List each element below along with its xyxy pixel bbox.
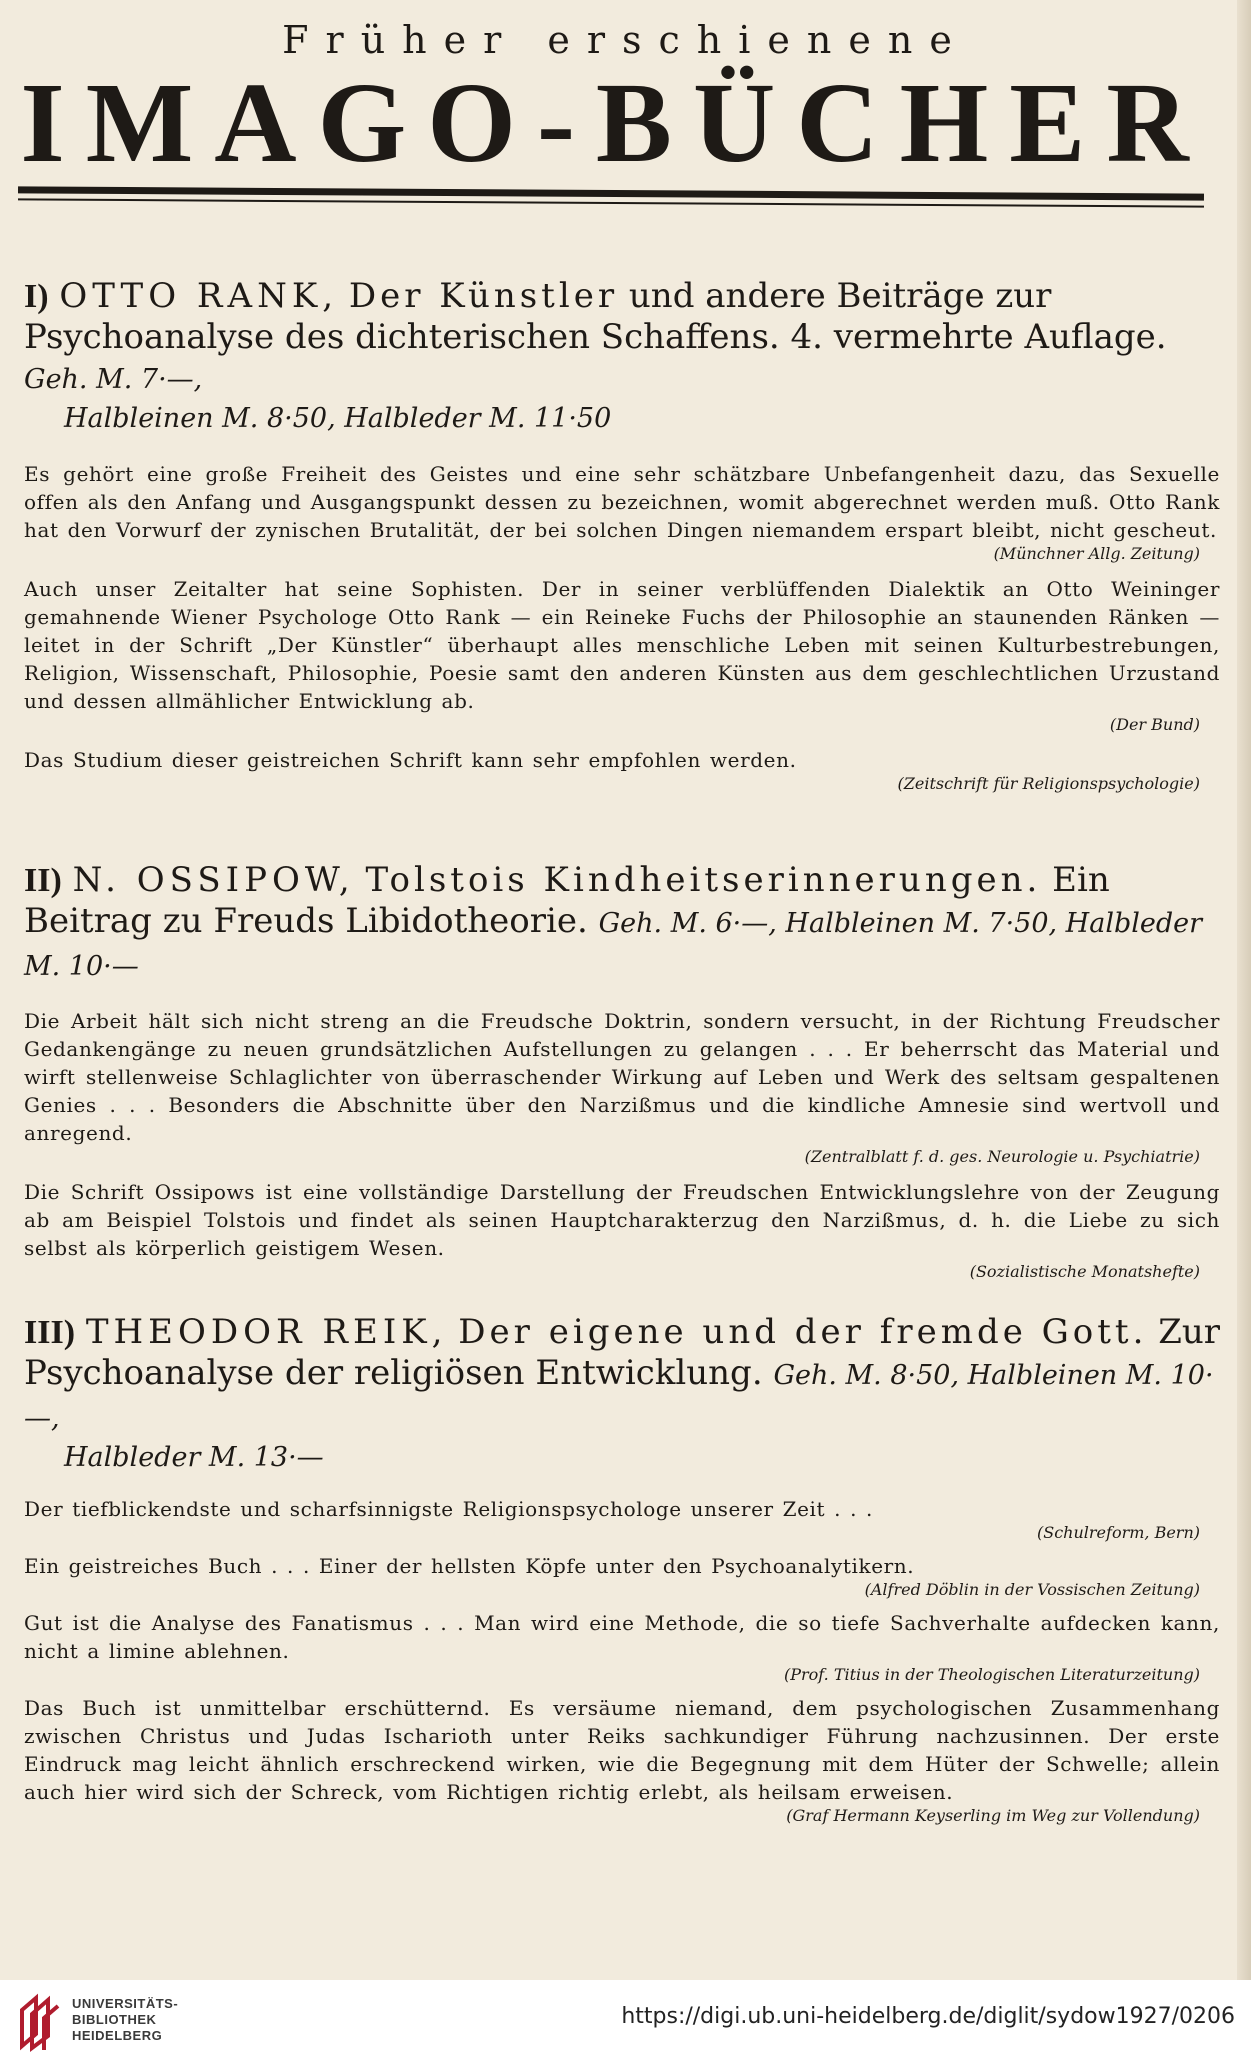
- review-text: Gut ist die Analyse des Fanatismus . . . Man wird eine Methode, die so tiefe Sachverhalte aufdecken kann, nicht a limine ablehnen.: [24, 1611, 1220, 1663]
- review: [24, 1552, 1220, 1599]
- review-source: (Der Bund): [1109, 715, 1200, 734]
- review-text: Das Buch ist unmittelbar erschütternd. Es versäume niemand, dem psychologischen Zusammenhang zwischen Christus und Judas Ischarioth unter Reiks sachkundiger Führung nachzusinnen. Der erste Eindruck mag leicht ähnlich erschreckend wirken, wie die Begegnung mit dem Hüter der Schwelle; allein auch hier wird sich der Schreck, vom Richtigen richtig erlebt, als heilsam erweisen.: [24, 1696, 1220, 1804]
- entry-title: Der Künstler: [348, 276, 619, 316]
- entry-subtitle: und andere Beiträge zur Psychoanalyse des dichterischen Schaffens. 4. vermehrte Auflage.: [24, 276, 1167, 357]
- entry-price-2: Halbleder M. 13·—: [64, 1442, 324, 1473]
- review: [24, 1609, 1220, 1684]
- entry-price: Geh. M. 8·50, Halbleinen M. 10·—,: [24, 1360, 1214, 1434]
- review-source: (Schulreform, Bern): [1037, 1523, 1200, 1542]
- entry-price: Geh. M. 6·—, Halbleinen M. 7·50, Halbleder M. 10·—: [24, 908, 1203, 982]
- library-name-line-1: UNIVERSITÄTS-: [72, 1996, 179, 2011]
- page-title: IMAGO-BÜCHER: [20, 59, 1210, 186]
- pre-title: Früher erschienene: [282, 18, 969, 62]
- entry-number: III): [24, 1314, 76, 1351]
- library-logo-icon[interactable]: [14, 1990, 64, 2054]
- entry-price-2: Halbleinen M. 8·50, Halbleder M. 11·50: [64, 403, 612, 434]
- review-source: (Münchner Allg. Zeitung): [993, 544, 1200, 563]
- entry-heading: [24, 276, 1220, 400]
- entry-author: N. OSSIPOW,: [72, 860, 355, 900]
- library-name-line-2: BIBLIOTHEK: [72, 2012, 157, 2027]
- review: [24, 1694, 1220, 1825]
- entry-title: Tolstois Kindheitserinnerungen.: [365, 860, 1042, 900]
- review: [24, 1178, 1220, 1281]
- review-text: Es gehört eine große Freiheit des Geistes und eine sehr schätzbare Unbefangenheit dazu, das Sexuelle offen als den Anfang und Ausgangspunkt dessen zu bezeichnen, womit abgerechnet werden muß. Otto Rank hat den Vorwurf der zynischen Brutalität, der bei solchen Dingen niemandem erspart bleibt, nicht gescheut.: [24, 462, 1220, 542]
- entry-number: II): [24, 862, 62, 899]
- review: [24, 1007, 1220, 1166]
- library-name[interactable]: [72, 1996, 178, 2044]
- review-source: (Sozialistische Monatshefte): [969, 1262, 1200, 1281]
- book-entry-3: [24, 1312, 1220, 1825]
- entry-price: Geh. M. 7·—,: [24, 364, 203, 395]
- entry-heading: [24, 1312, 1220, 1439]
- entry-subtitle: Ein Beitrag zu Freuds Libidotheorie.: [24, 860, 1110, 941]
- title-rule-thin: [18, 198, 1204, 207]
- review-text: Die Arbeit hält sich nicht streng an die Freudsche Doktrin, sondern versucht, in der Richtung Freudscher Gedankengänge zu neuen grundsätzlichen Aufstellungen zu gelangen . . . Er beherrscht das Material und wirft stellenweise Schlaglichter von überraschender Wirkung auf Leben und Werk des seltsam gespaltenen Genies . . . Besonders die Abschnitte über den Narzißmus und die kindliche Amnesie sind wertvoll und anregend.: [24, 1009, 1220, 1145]
- entry-title: Der eigene und der fremde Gott.: [458, 1312, 1148, 1352]
- review-source: (Graf Hermann Keyserling im Weg zur Vollendung): [786, 1806, 1200, 1825]
- review-text: Ein geistreiches Buch . . . Einer der hellsten Köpfe unter den Psychoanalytikern.: [24, 1554, 915, 1578]
- page-edge: [1237, 0, 1251, 1980]
- review-source: (Zentralblatt f. d. ges. Neurologie u. Psychiatrie): [804, 1147, 1200, 1166]
- entry-author: OTTO RANK,: [59, 276, 339, 316]
- source-url[interactable]: https://digi.ub.uni-heidelberg.de/diglit/sydow1927/0206: [621, 2004, 1235, 2029]
- entry-heading: [24, 860, 1220, 987]
- review-text: Die Schrift Ossipows ist eine vollständige Darstellung der Freudschen Entwicklungslehre von der Zeugung ab am Beispiel Tolstois und findet als seinen Hauptcharakterzug den Narzißmus, d. h. die Liebe zu sich selbst als körperlich geistigem Wesen.: [24, 1180, 1220, 1260]
- library-name-line-3: HEIDELBERG: [72, 2028, 163, 2043]
- review: [24, 460, 1220, 563]
- entry-number: I): [24, 278, 49, 315]
- viewer-footer: [0, 1980, 1251, 2070]
- review-source: (Zeitschrift für Religionspsychologie): [897, 774, 1200, 793]
- entry-subtitle: Zur Psychoanalyse der religiösen Entwicklung.: [24, 1312, 1220, 1393]
- review: [24, 575, 1220, 734]
- book-entry-1: [24, 276, 1220, 793]
- book-entry-2: [24, 860, 1220, 1281]
- review: [24, 1495, 1220, 1542]
- review: [24, 746, 1220, 793]
- review-source: (Alfred Döblin in der Vossischen Zeitung): [864, 1580, 1200, 1599]
- review-source: (Prof. Titius in der Theologischen Literaturzeitung): [784, 1665, 1200, 1684]
- entry-author: THEODOR REIK,: [85, 1312, 448, 1352]
- review-text: Das Studium dieser geistreichen Schrift kann sehr empfohlen werden.: [24, 748, 797, 772]
- review-text: Der tiefblickendste und scharfsinnigste Religionspsychologe unserer Zeit . . .: [24, 1497, 873, 1521]
- review-text: Auch unser Zeitalter hat seine Sophisten. Der in seiner verblüffenden Dialektik an Otto Weininger gemahnende Wiener Psychologe Otto Rank — ein Reineke Fuchs der Philosophie an staunenden Ränken — leitet in der Schrift „Der Künstler“ überhaupt alles menschliche Leben mit seinen Kulturbestrebungen, Religion, Wissenschaft, Philosophie, Poesie samt den anderen Künsten aus dem geschlechtlichen Urzustand und dessen allmählicher Entwicklung ab.: [24, 577, 1220, 713]
